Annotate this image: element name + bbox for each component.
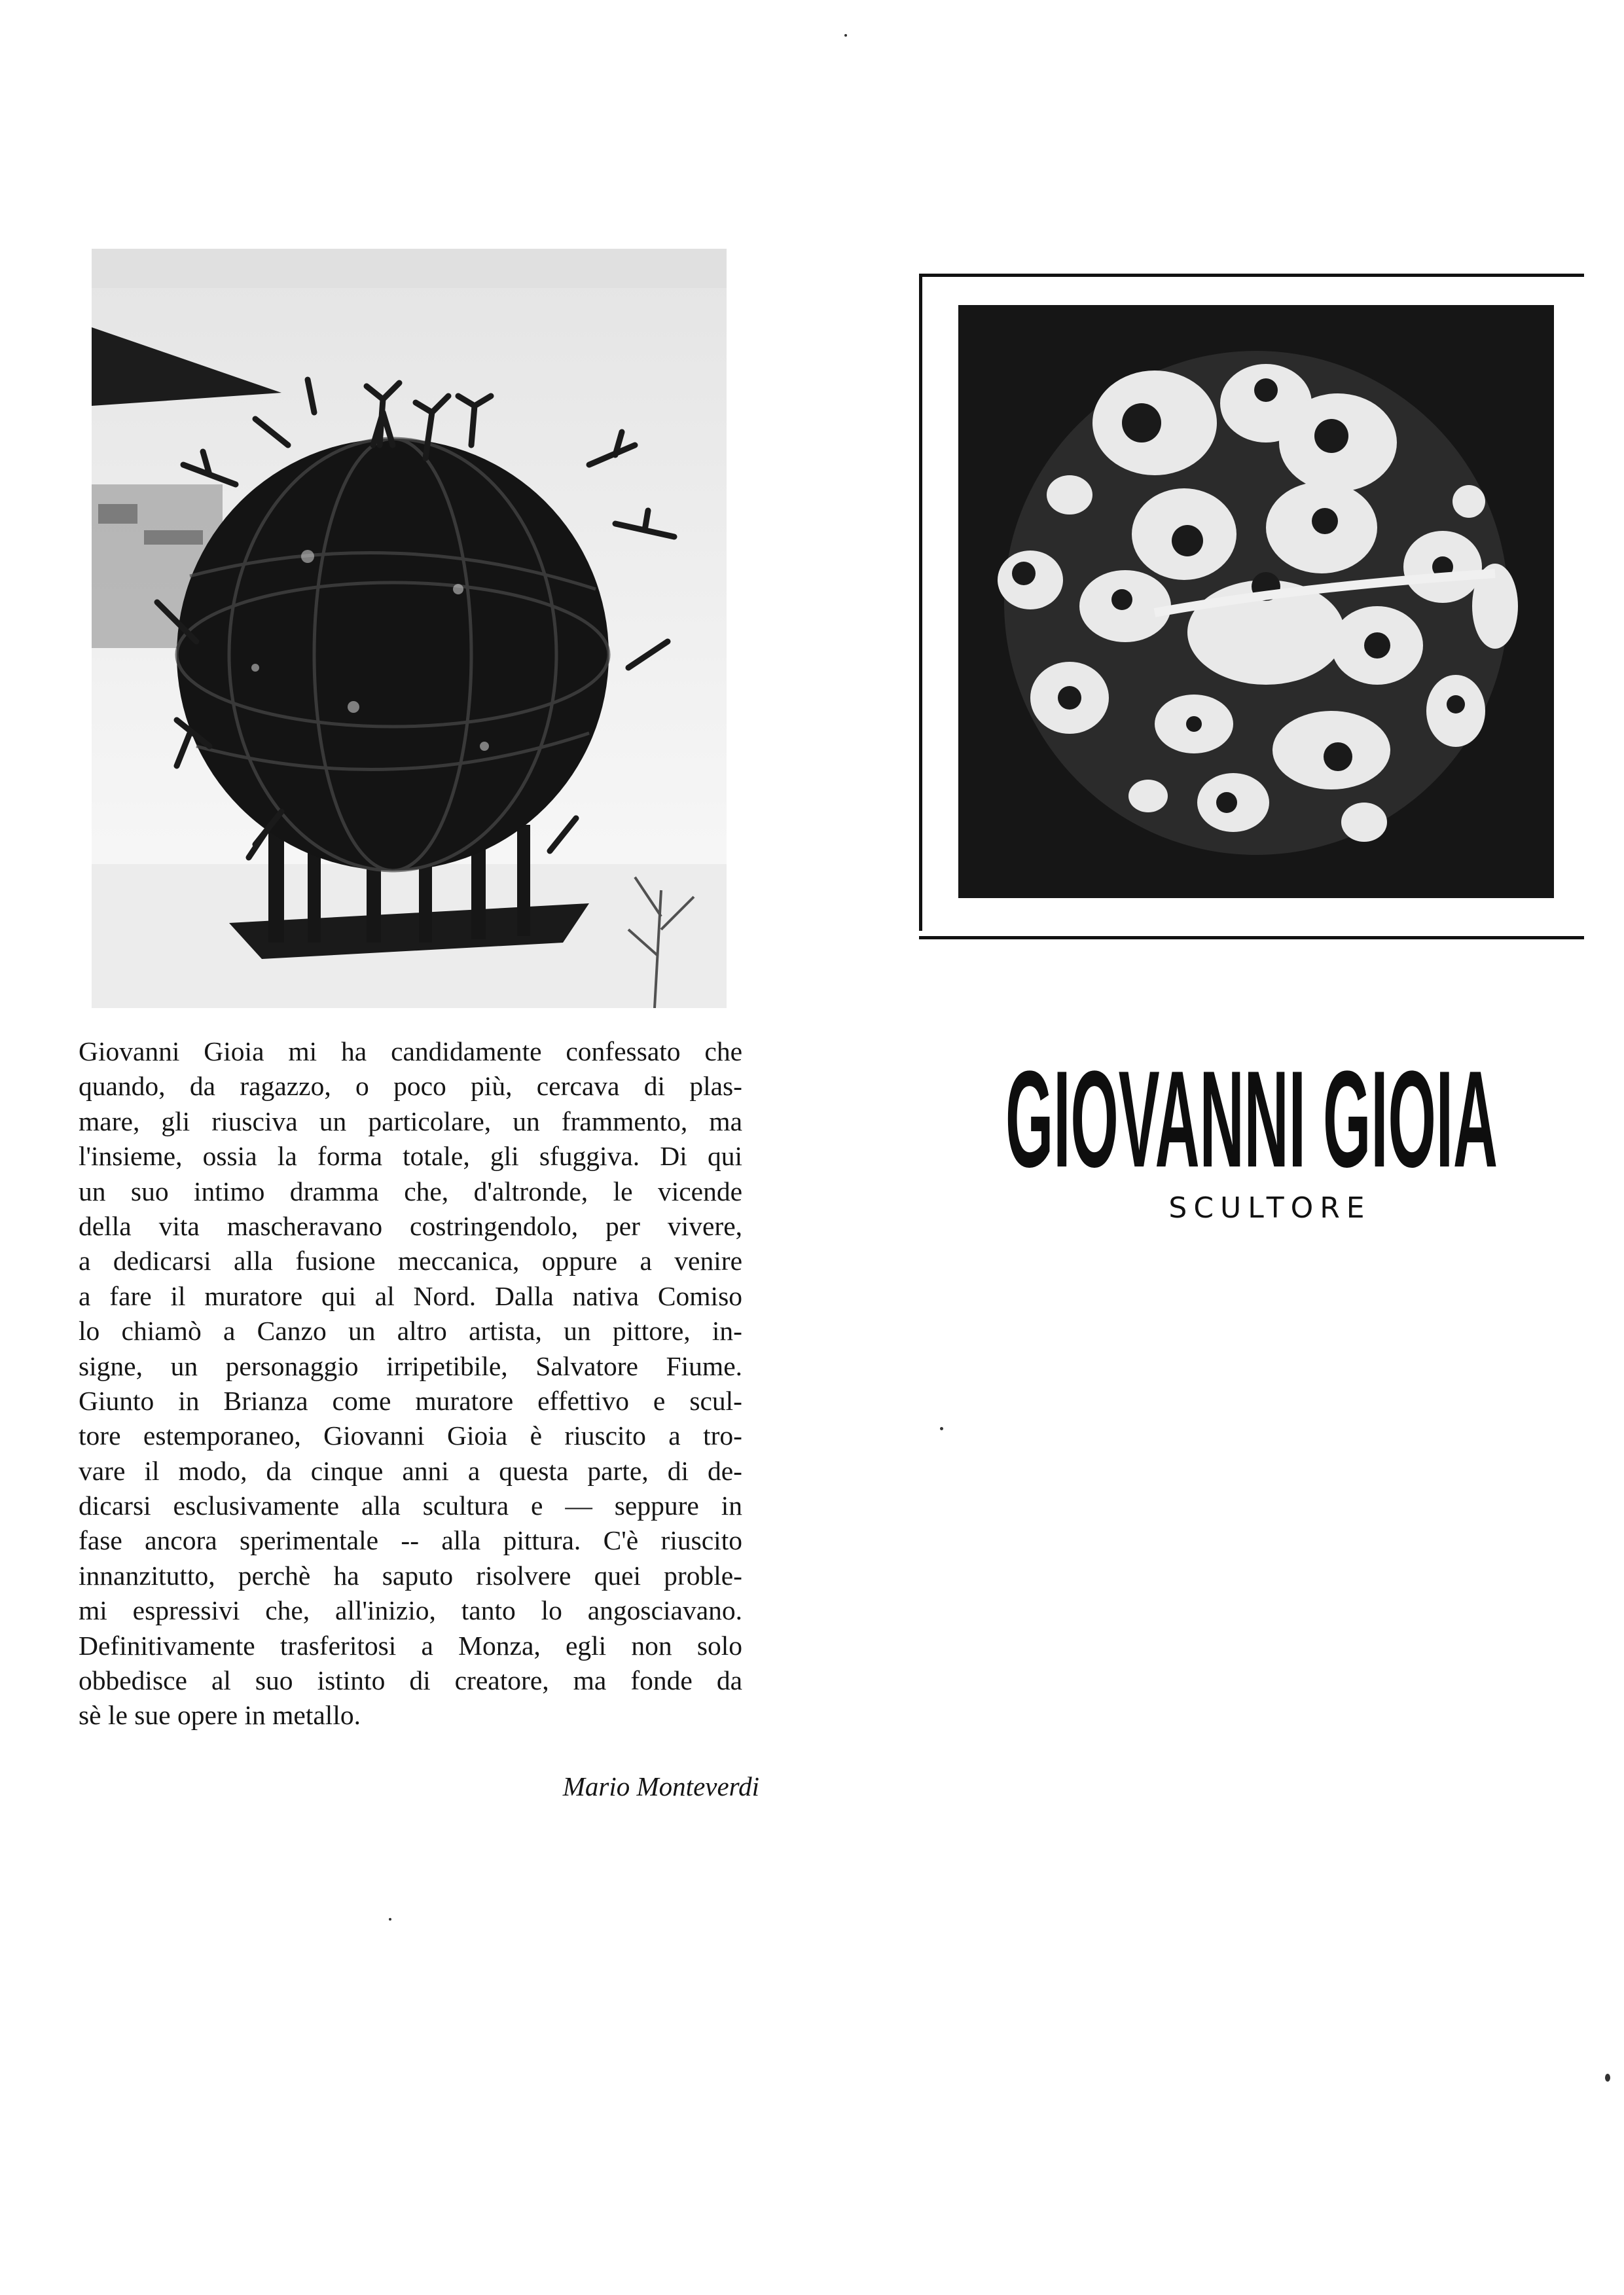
sculpture-sphere-photo xyxy=(92,249,727,1008)
article-line: Giunto in Brianza come muratore effettivo e scul- xyxy=(79,1385,742,1416)
article-line: obbedisce al suo istinto di creatore, ma fonde da xyxy=(79,1665,742,1696)
frame-left-rule xyxy=(919,274,922,931)
article-line: innanzitutto, perchè ha saputo risolvere quei proble- xyxy=(79,1560,742,1591)
print-speck xyxy=(844,34,847,37)
article-line: dicarsi esclusivamente alla scultura e — seppure in xyxy=(79,1491,742,1521)
artist-role-subtitle: SCULTORE xyxy=(1168,1191,1371,1225)
frame-bottom-rule xyxy=(919,936,1584,939)
artist-name-title xyxy=(1005,1068,1503,1173)
article-line: fase ancora sperimentale -- alla pittura. C'è riuscito xyxy=(79,1525,742,1556)
frame-top-rule xyxy=(919,274,1584,277)
article-line: vare il modo, da cinque anni a questa parte, di de- xyxy=(79,1455,742,1486)
article-line: Giovanni Gioia mi ha candidamente confessato che xyxy=(79,1036,742,1066)
article-line: mi espressivi che, all'inizio, tanto lo angosciavano. xyxy=(79,1595,742,1626)
print-speck xyxy=(1605,2074,1610,2082)
print-speck xyxy=(940,1427,943,1430)
article-body xyxy=(79,1034,742,1733)
article-line: quando, da ragazzo, o poco più, cercava di plas- xyxy=(79,1071,742,1102)
article-line: della vita mascheravano costringendolo, per vivere, xyxy=(79,1210,742,1241)
article-line: l'insieme, ossia la forma totale, gli sfuggiva. Di qui xyxy=(79,1141,742,1172)
article-line: a fare il muratore qui al Nord. Dalla nativa Comiso xyxy=(79,1280,742,1311)
relief-disc-photo xyxy=(958,305,1554,898)
article-line: lo chiamò a Canzo un altro artista, un pittore, in- xyxy=(79,1316,742,1346)
article-line: tore estemporaneo, Giovanni Gioia è riuscito a tro- xyxy=(79,1420,742,1451)
artist-name-text: GIOVANNI GIOIA xyxy=(1005,1068,1498,1173)
article-line: signe, un personaggio irripetibile, Salvatore Fiume. xyxy=(79,1350,742,1381)
article-line: Definitivamente trasferitosi a Monza, egli non solo xyxy=(79,1630,742,1661)
article-line: un suo intimo dramma che, d'altronde, le vicende xyxy=(79,1176,742,1206)
article-line: sè le sue opere in metallo. xyxy=(79,1700,361,1731)
article-line: mare, gli riusciva un particolare, un frammento, ma xyxy=(79,1106,742,1136)
author-signature: Mario Monteverdi xyxy=(562,1771,759,1801)
print-speck xyxy=(389,1918,391,1921)
article-line: a dedicarsi alla fusione meccanica, oppure a venire xyxy=(79,1246,742,1276)
